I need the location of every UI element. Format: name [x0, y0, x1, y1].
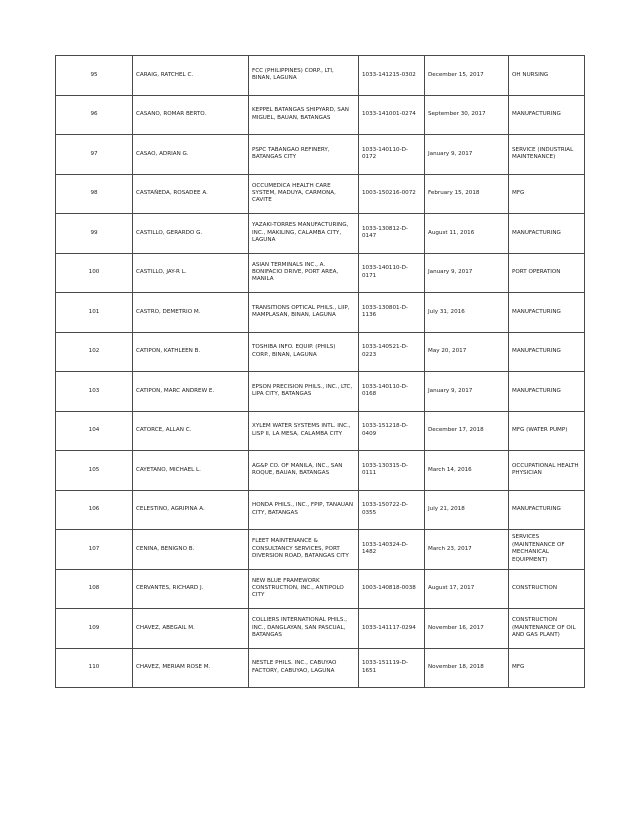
name-cell: CATIPON, MARC ANDREW E. [133, 372, 249, 412]
company-cell: KEPPEL BATANGAS SHIPYARD, SAN MIGUEL, BAUAN, BATANGAS [249, 95, 359, 135]
industry-cell: CONSTRUCTION [509, 569, 585, 609]
table-row [56, 490, 585, 530]
license-number-cell: 1033-130801-D-1136 [359, 293, 425, 333]
company-cell: FLEET MAINTENANCE & CONSULTANCY SERVICES, PORT DIVERSION ROAD, BATANGAS CITY [249, 530, 359, 570]
industry-cell: CONSTRUCTION (MAINTENANCE OF OIL AND GAS PLANT) [509, 609, 585, 649]
industry-cell: MFG [509, 174, 585, 214]
company-cell: HONDA PHILS., INC., FPIP, TANAUAN CITY, BATANGAS [249, 490, 359, 530]
name-cell: CELESTINO, AGRIPINA A. [133, 490, 249, 530]
date-cell: November 16, 2017 [425, 609, 509, 649]
name-cell: CARAIG, RATCHEL C. [133, 56, 249, 96]
company-cell: TOSHIBA INFO. EQUIP. (PHILS) CORP., BINAN, LAGUNA [249, 332, 359, 372]
table-row [56, 214, 585, 254]
license-number-cell: 1033-140324-D-1482 [359, 530, 425, 570]
industry-cell: MFG [509, 648, 585, 688]
name-cell: CASANO, ROMAR BERTO. [133, 95, 249, 135]
name-cell: CERVANTES, RICHARD J. [133, 569, 249, 609]
row-number-cell: 101 [56, 293, 133, 333]
row-number-cell: 98 [56, 174, 133, 214]
table-row [56, 609, 585, 649]
company-cell: EPSON PRECISION PHILS., INC., LTC, LIPA CITY, BATANGAS [249, 372, 359, 412]
name-cell: CENINA, BENIGNO B. [133, 530, 249, 570]
row-number-cell: 109 [56, 609, 133, 649]
date-cell: January 9, 2017 [425, 253, 509, 293]
company-cell: YAZAKI-TORRES MANUFACTURING, INC., MAKILING, CALAMBA CITY, LAGUNA [249, 214, 359, 254]
industry-cell: MANUFACTURING [509, 332, 585, 372]
table-row [56, 648, 585, 688]
document-page [55, 55, 584, 688]
registry-table-body [56, 56, 585, 688]
date-cell: May 20, 2017 [425, 332, 509, 372]
table-row [56, 253, 585, 293]
table-row [56, 332, 585, 372]
table-row [56, 293, 585, 333]
name-cell: CHAVEZ, MERIAM ROSE M. [133, 648, 249, 688]
name-cell: CHAVEZ, ABEGAIL M. [133, 609, 249, 649]
row-number-cell: 99 [56, 214, 133, 254]
industry-cell: OCCUPATIONAL HEALTH PHYSICIAN [509, 451, 585, 491]
date-cell: December 15, 2017 [425, 56, 509, 96]
date-cell: January 9, 2017 [425, 135, 509, 175]
license-number-cell: 1033-140110-D-0171 [359, 253, 425, 293]
industry-cell: MANUFACTURING [509, 490, 585, 530]
row-number-cell: 108 [56, 569, 133, 609]
company-cell: FCC (PHILIPPINES) CORP., LTI, BINAN, LAGUNA [249, 56, 359, 96]
license-number-cell: 1003-140818-0038 [359, 569, 425, 609]
license-number-cell: 1033-141001-0274 [359, 95, 425, 135]
company-cell: NEW BLUE FRAMEWORK CONSTRUCTION, INC., ANTIPOLO CITY [249, 569, 359, 609]
company-cell: ASIAN TERMINALS INC., A. BONIFACIO DRIVE, PORT AREA, MANILA [249, 253, 359, 293]
name-cell: CAYETANO, MICHAEL L. [133, 451, 249, 491]
table-row [56, 451, 585, 491]
date-cell: November 18, 2018 [425, 648, 509, 688]
industry-cell: MANUFACTURING [509, 293, 585, 333]
date-cell: July 21, 2018 [425, 490, 509, 530]
license-number-cell: 1033-130812-D-0147 [359, 214, 425, 254]
row-number-cell: 100 [56, 253, 133, 293]
row-number-cell: 96 [56, 95, 133, 135]
date-cell: August 17, 2017 [425, 569, 509, 609]
industry-cell: MFG (WATER PUMP) [509, 411, 585, 451]
name-cell: CATORCE, ALLAN C. [133, 411, 249, 451]
name-cell: CATIPON, KATHLEEN B. [133, 332, 249, 372]
date-cell: July 31, 2016 [425, 293, 509, 333]
industry-cell: PORT OPERATION [509, 253, 585, 293]
row-number-cell: 103 [56, 372, 133, 412]
license-number-cell: 1033-151119-D-1651 [359, 648, 425, 688]
company-cell: NESTLE PHILS. INC., CABUYAO FACTORY, CABUYAO, LAGUNA [249, 648, 359, 688]
company-cell: COLLIERS INTERNATIONAL PHILS., INC., DANGLAYAN, SAN PASCUAL, BATANGAS [249, 609, 359, 649]
table-row [56, 530, 585, 570]
row-number-cell: 106 [56, 490, 133, 530]
row-number-cell: 97 [56, 135, 133, 175]
row-number-cell: 105 [56, 451, 133, 491]
table-row [56, 569, 585, 609]
company-cell: AG&P CO. OF MANILA, INC., SAN ROQUE, BAUAN, BATANGAS [249, 451, 359, 491]
company-cell: OCCUMEDICA HEALTH CARE SYSTEM, MADUYA, CARMONA, CAVITE [249, 174, 359, 214]
registry-table [55, 55, 585, 688]
table-row [56, 56, 585, 96]
name-cell: CASTILLO, JAY-R L. [133, 253, 249, 293]
name-cell: CASTRO, DEMETRIO M. [133, 293, 249, 333]
industry-cell: SERVICES (MAINTENANCE OF MECHANICAL EQUIPMENT) [509, 530, 585, 570]
company-cell: PSPC TABANGAO REFINERY, BATANGAS CITY [249, 135, 359, 175]
date-cell: February 15, 2018 [425, 174, 509, 214]
date-cell: August 11, 2016 [425, 214, 509, 254]
industry-cell: SERVICE (INDUSTRIAL MAINTENANCE) [509, 135, 585, 175]
license-number-cell: 1033-151218-D-0409 [359, 411, 425, 451]
license-number-cell: 1033-141117-0294 [359, 609, 425, 649]
row-number-cell: 107 [56, 530, 133, 570]
license-number-cell: 1033-130315-D-0111 [359, 451, 425, 491]
date-cell: March 14, 2016 [425, 451, 509, 491]
license-number-cell: 1033-140110-D-0168 [359, 372, 425, 412]
row-number-cell: 110 [56, 648, 133, 688]
date-cell: December 17, 2018 [425, 411, 509, 451]
row-number-cell: 104 [56, 411, 133, 451]
name-cell: CASTAÑEDA, ROSADEE A. [133, 174, 249, 214]
table-row [56, 95, 585, 135]
table-row [56, 372, 585, 412]
license-number-cell: 1033-150722-D-0355 [359, 490, 425, 530]
license-number-cell: 1033-140521-D-0223 [359, 332, 425, 372]
industry-cell: OH NURSING [509, 56, 585, 96]
industry-cell: MANUFACTURING [509, 214, 585, 254]
license-number-cell: 1003-150216-0072 [359, 174, 425, 214]
company-cell: TRANSITIONS OPTICAL PHILS., LIIP, MAMPLASAN, BINAN, LAGUNA [249, 293, 359, 333]
license-number-cell: 1033-141215-0302 [359, 56, 425, 96]
table-row [56, 174, 585, 214]
date-cell: January 9, 2017 [425, 372, 509, 412]
name-cell: CASTILLO, GERARDO G. [133, 214, 249, 254]
row-number-cell: 102 [56, 332, 133, 372]
table-row [56, 411, 585, 451]
table-row [56, 135, 585, 175]
date-cell: September 30, 2017 [425, 95, 509, 135]
company-cell: XYLEM WATER SYSTEMS INTL. INC., LISP II, LA MESA, CALAMBA CITY [249, 411, 359, 451]
row-number-cell: 95 [56, 56, 133, 96]
date-cell: March 23, 2017 [425, 530, 509, 570]
license-number-cell: 1033-140110-D-0172 [359, 135, 425, 175]
industry-cell: MANUFACTURING [509, 95, 585, 135]
name-cell: CASAO, ADRIAN G. [133, 135, 249, 175]
industry-cell: MANUFACTURING [509, 372, 585, 412]
